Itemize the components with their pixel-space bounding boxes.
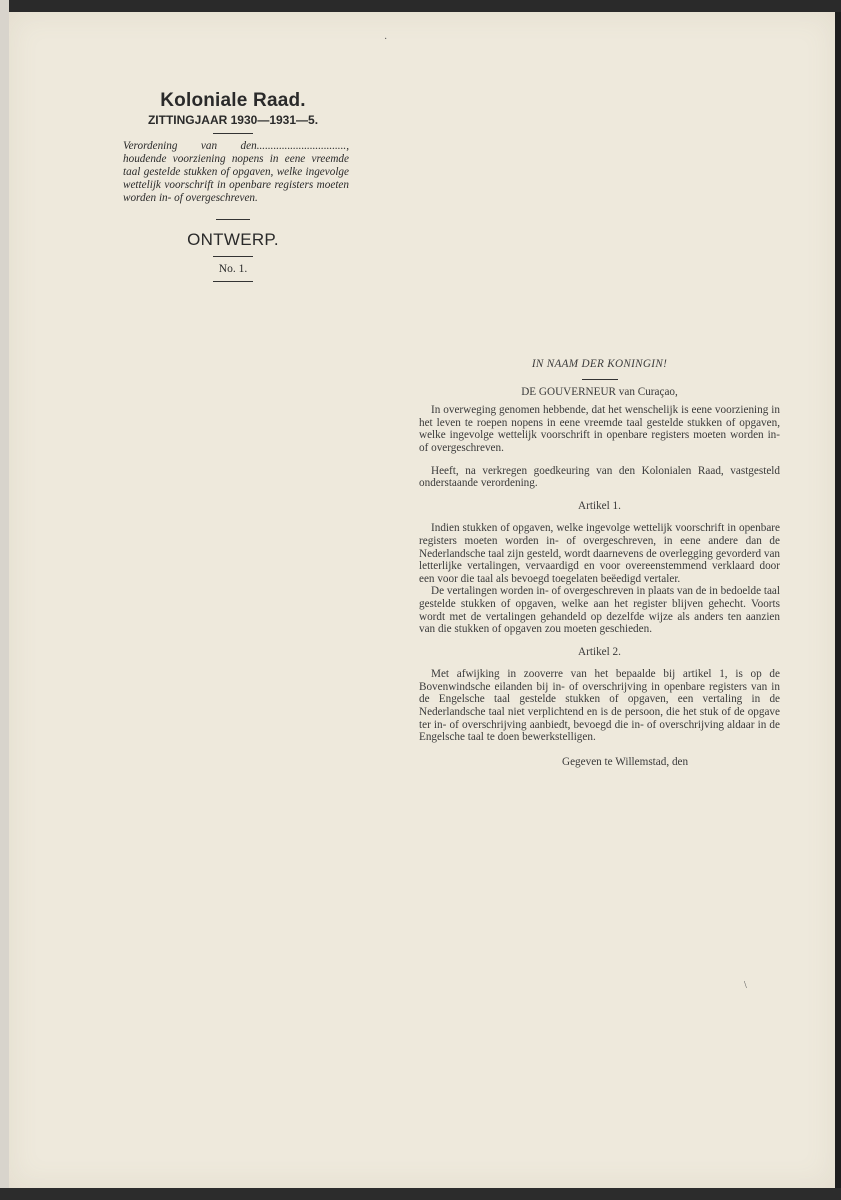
ordinance-body bbox=[419, 358, 780, 768]
article-1-paragraph-2: De vertalingen worden in- of overgeschreven in plaats van de in bedoelde taal gestelde stukken of opgaven, welke aan het register blijven gehecht. Voorts wordt met de vertalingen gehandeld op dezelfde wijze als anders ten aanzien van die stukken of opgaven zou moeten geschieden. bbox=[419, 585, 780, 636]
scan-left-border bbox=[0, 0, 9, 1200]
draft-label: ONTWERP. bbox=[187, 230, 279, 249]
governor-line: DE GOUVERNEUR van Curaçao, bbox=[521, 385, 678, 398]
signoff-line: Gegeven te Willemstad, den bbox=[562, 755, 689, 768]
divider bbox=[582, 379, 618, 380]
scan-speck-top: · bbox=[384, 34, 388, 45]
ordinance-description: Verordening van den................................, houdende voorziening nopens in eene vreemde taal gestelde stukken of opgaven, welke ingevolge wettelijk voorschrift in openbare registers moeten worden in- of overgeschreven. bbox=[123, 140, 349, 204]
divider bbox=[213, 133, 253, 134]
draft-number: No. 1. bbox=[218, 263, 248, 275]
scan-bottom-border bbox=[0, 1188, 841, 1200]
divider bbox=[213, 281, 253, 282]
session-year: ZITTINGJAAR 1930—1931—5. bbox=[147, 113, 319, 127]
divider bbox=[216, 219, 250, 220]
document-header bbox=[117, 90, 349, 288]
article-1-title: Artikel 1. bbox=[578, 499, 621, 512]
scan-speck-right: \ bbox=[744, 980, 747, 991]
article-2-paragraph-1: Met afwijking in zooverre van het bepaalde bij artikel 1, is op de Bovenwindsche eilanden bij in- of overschrijving in openbare registers van in de Engelsche taal gestelde stukken of opgaven, een vertaling in de Nederlandsche taal niet verplichtend en is de persoon, die het stuk of de opgave ter in- of overschrijving aanbiedt, bevoegd die in- of overschrijving aldaar in de Engelsche taal te doen bewerkstelligen. bbox=[419, 668, 780, 744]
council-title: Koloniale Raad. bbox=[160, 90, 306, 111]
preamble-paragraph-2: Heeft, na verkregen goedkeuring van den Kolonialen Raad, vastgesteld onderstaande verordening. bbox=[419, 464, 780, 490]
scan-top-border bbox=[0, 0, 841, 12]
article-2-title: Artikel 2. bbox=[578, 645, 621, 658]
divider bbox=[213, 256, 253, 257]
article-1-paragraph-1: Indien stukken of opgaven, welke ingevolge wettelijk voorschrift in openbare registers moeten worden in- of overgeschreven, in eene andere dan de Nederlandsche taal zijn gesteld, wordt daarnevens de overlegging gevorderd van letterlijke vertalingen, vervaardigd en voor overeenstemmend verklaard door een voor die taal als bevoegd toegelaten beëedigd vertaler. bbox=[419, 522, 780, 585]
preamble-paragraph-1: In overweging genomen hebbende, dat het wenschelijk is eene voorziening in het leven te roepen nopens in eene vreemde taal gestelde stukken of opgaven, welke ingevolge wettelijk voorschrift in openbare registers moeten worden in- of overgeschreven. bbox=[419, 404, 780, 454]
invocation: IN NAAM DER KONINGIN! bbox=[531, 358, 668, 370]
